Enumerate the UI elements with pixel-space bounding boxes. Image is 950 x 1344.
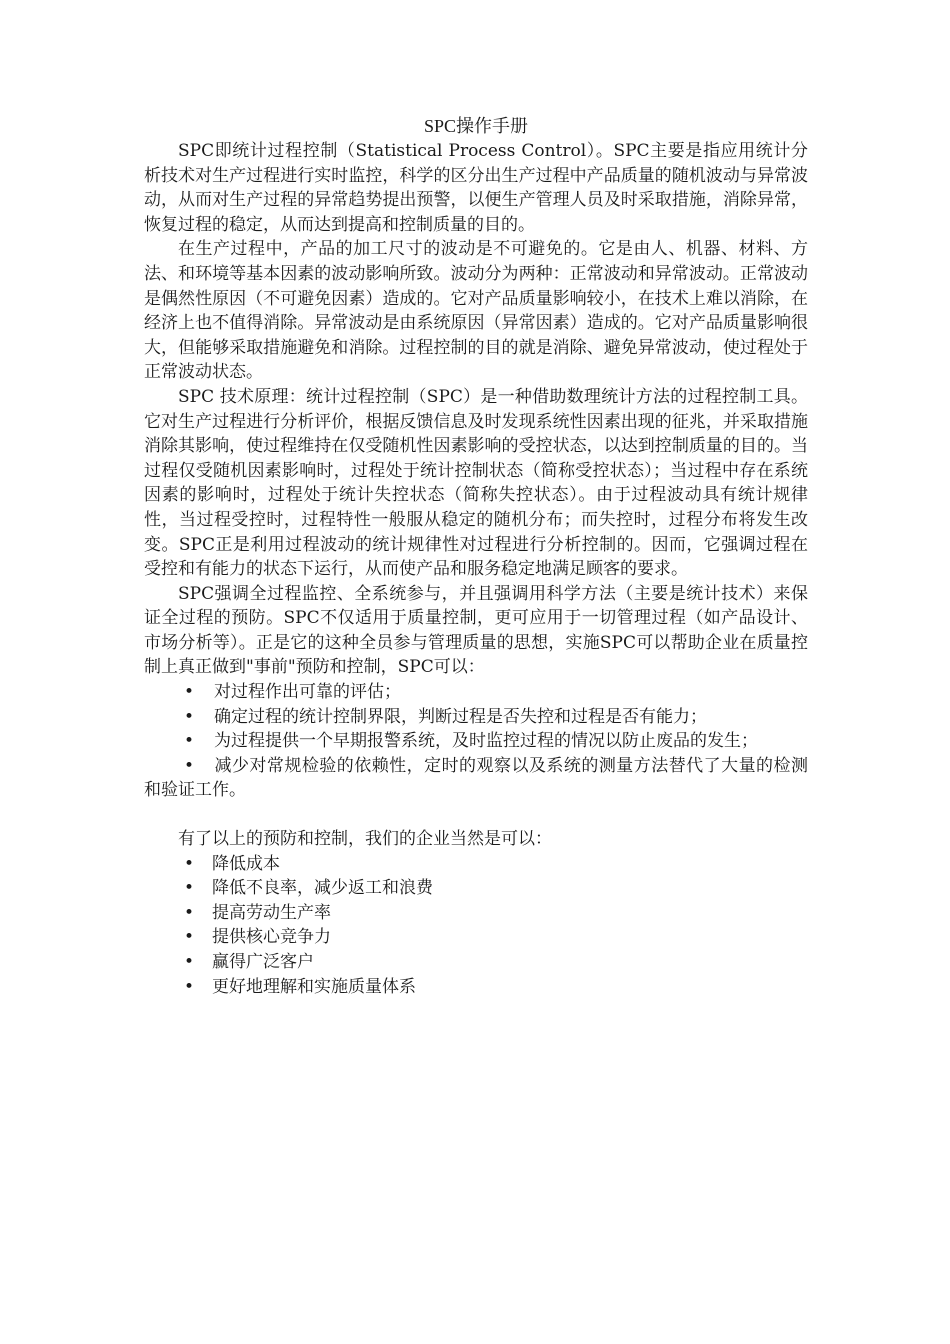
benefits-intro: 有了以上的预防和控制，我们的企业当然是可以：: [178, 829, 552, 850]
list-item-text: 降低成本: [212, 853, 280, 874]
list-item: [184, 680, 808, 705]
list-item: [144, 975, 808, 1000]
list-item: [144, 950, 808, 975]
capabilities-list: [144, 680, 808, 803]
list-item-text: 确定过程的统计控制界限，判断过程是否失控和过程是否有能力；: [214, 706, 707, 727]
list-item-text: 降低不良率，减少返工和浪费: [212, 878, 433, 899]
list-item: [184, 705, 808, 730]
bullet-icon: •: [184, 853, 195, 874]
bullet-icon: •: [184, 878, 195, 899]
list-item: [144, 852, 808, 877]
list-item-text: 为过程提供一个早期报警系统，及时监控过程的情况以防止废品的发生；: [214, 731, 758, 752]
paragraph-emphasis: SPC强调全过程监控、全系统参与，并且强调用科学方法（主要是统计技术）来保证全过程的预防。SPC不仅适用于质量控制，更可应用于一切管理过程（如产品设计、市场分析等）。正是它的这种全员参与管理质量的思想，实施SPC可以帮助企业在质量控制上真正做到"事前"预防和控制，SPC可以：: [144, 583, 808, 678]
list-item-text: 赢得广泛客户: [212, 952, 314, 972]
list-item-text: 对过程作出可靠的评估；: [214, 682, 401, 703]
bullet-icon: •: [184, 952, 195, 972]
bullet-icon: •: [184, 731, 195, 752]
bullet-icon: •: [184, 927, 195, 948]
list-item-text: 提供核心竞争力: [212, 927, 331, 948]
bullet-icon: •: [184, 682, 195, 703]
bullet-icon: •: [184, 976, 195, 997]
document-body: [144, 114, 808, 999]
paragraph-variation: 在生产过程中，产品的加工尺寸的波动是不可避免的。它是由人、机器、材料、方法、和环境等基本因素的波动影响所致。波动分为两种：正常波动和异常波动。正常波动是偶然性原因（不可避免因素）造成的。它对产品质量影响较小，在技术上难以消除，在经济上也不值得消除。异常波动是由系统原因（异常因素）造成的。它对产品质量影响很大，但能够采取措施避免和消除。过程控制的目的就是消除、避免异常波动，使过程处于正常波动状态。: [144, 239, 808, 383]
paragraph-spacer: [144, 803, 808, 827]
bullet-icon: •: [184, 706, 195, 727]
list-item-text: 减少对常规检验的依赖性，定时的观察以及系统的测量方法替代了大量的检测和验证工作。: [144, 755, 808, 801]
list-item: [144, 876, 808, 901]
list-item: [144, 925, 808, 950]
list-item-text: 更好地理解和实施质量体系: [212, 976, 416, 997]
list-item: [144, 754, 808, 803]
list-item: [184, 729, 808, 754]
paragraph-principle: SPC 技术原理：统计过程控制（SPC）是一种借助数理统计方法的过程控制工具。它对生产过程进行分析评价，根据反馈信息及时发现系统性因素出现的征兆，并采取措施消除其影响，使过程维持在仅受随机性因素影响的受控状态，以达到控制质量的目的。当过程仅受随机因素影响时，过程处于统计控制状态（简称受控状态）；当过程中存在系统因素的影响时，过程处于统计失控状态（简称失控状态）。由于过程波动具有统计规律性，当过程受控时，过程特性一般服从稳定的随机分布；而失控时，过程分布将发生改变。SPC正是利用过程波动的统计规律性对过程进行分析控制的。因而，它强调过程在受控和有能力的状态下运行，从而使产品和服务稳定地满足顾客的要求。: [144, 386, 808, 580]
paragraph-definition: SPC即统计过程控制（Statistical Process Control）。SPC主要是指应用统计分析技术对生产过程进行实时监控，科学的区分出生产过程中产品质量的随机波动与异常波动，从而对生产过程的异常趋势提出预警，以便生产管理人员及时采取措施，消除异常，恢复过程的稳定，从而达到提高和控制质量的目的。: [144, 141, 808, 235]
list-item-text: 提高劳动生产率: [212, 902, 331, 923]
bullet-icon: •: [184, 755, 195, 776]
document-title: SPC操作手册: [423, 116, 529, 136]
bullet-icon: •: [184, 902, 195, 923]
list-item: [144, 901, 808, 926]
benefits-list: [144, 852, 808, 1000]
